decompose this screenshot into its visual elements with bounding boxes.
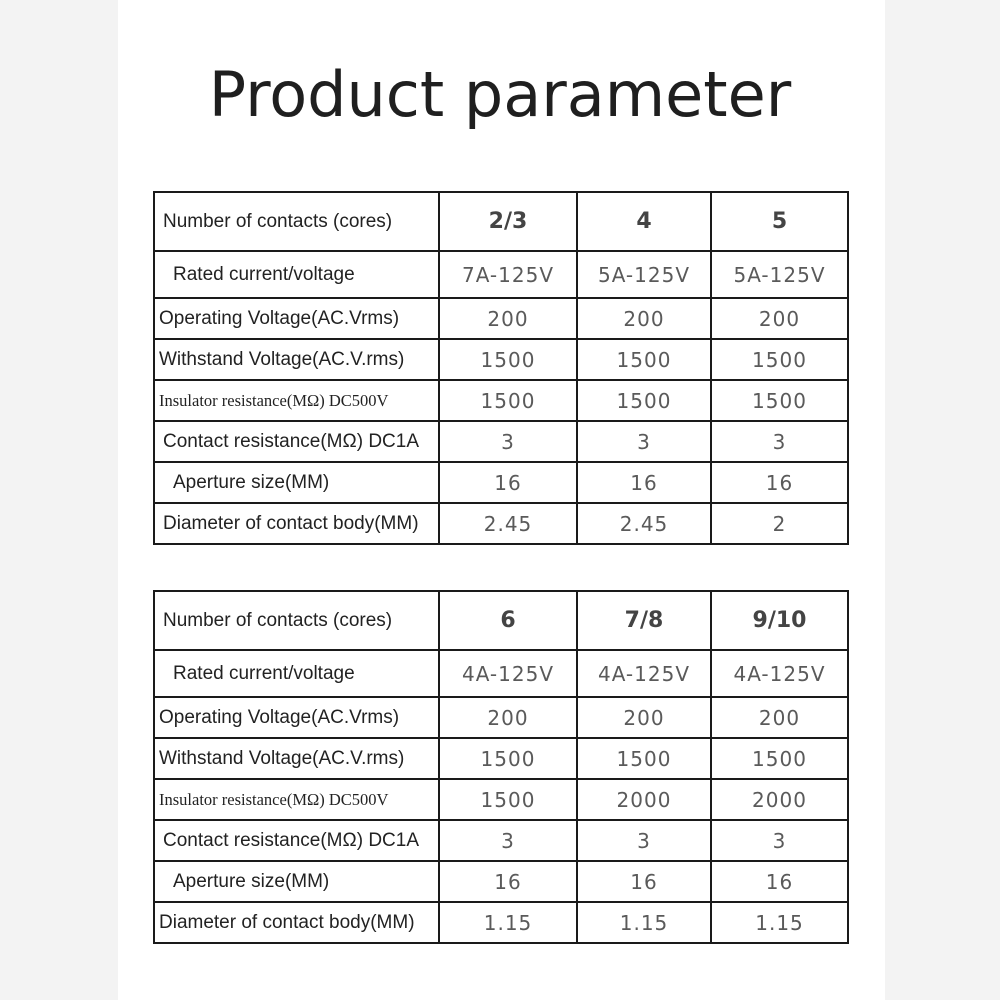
row-value: 5A-125V (577, 251, 711, 298)
table-row (154, 902, 848, 943)
header-label: Number of contacts (cores) (154, 192, 439, 251)
row-label: Insulator resistance(MΩ) DC500V (154, 380, 439, 421)
row-value: 16 (439, 462, 577, 503)
row-label: Aperture size(MM) (154, 462, 439, 503)
header-value: 2/3 (439, 192, 577, 251)
row-value: 200 (711, 298, 848, 339)
row-value: 200 (577, 697, 711, 738)
row-value: 200 (439, 298, 577, 339)
row-label: Contact resistance(MΩ) DC1A (154, 820, 439, 861)
row-value: 1500 (711, 380, 848, 421)
row-value: 2.45 (439, 503, 577, 544)
parameter-table-1 (153, 191, 849, 545)
parameter-table-2 (153, 590, 849, 944)
row-value: 7A-125V (439, 251, 577, 298)
row-value: 2000 (711, 779, 848, 820)
row-value: 4A-125V (439, 650, 577, 697)
row-label: Rated current/voltage (154, 251, 439, 298)
row-value: 1500 (577, 339, 711, 380)
row-value: 3 (577, 820, 711, 861)
row-label: Operating Voltage(AC.Vrms) (154, 697, 439, 738)
row-value: 4A-125V (711, 650, 848, 697)
table-row (154, 251, 848, 298)
table-row (154, 820, 848, 861)
row-value: 1500 (439, 380, 577, 421)
header-value: 4 (577, 192, 711, 251)
header-value: 5 (711, 192, 848, 251)
row-value: 1500 (439, 779, 577, 820)
row-value: 3 (711, 421, 848, 462)
row-value: 3 (439, 421, 577, 462)
row-value: 1500 (711, 339, 848, 380)
table-row (154, 503, 848, 544)
row-value: 16 (711, 462, 848, 503)
row-value: 200 (711, 697, 848, 738)
row-value: 1500 (577, 738, 711, 779)
row-label: Withstand Voltage(AC.V.rms) (154, 339, 439, 380)
header-value: 6 (439, 591, 577, 650)
row-value: 1500 (439, 339, 577, 380)
row-value: 3 (439, 820, 577, 861)
row-label: Rated current/voltage (154, 650, 439, 697)
table-row (154, 650, 848, 697)
row-label: Aperture size(MM) (154, 861, 439, 902)
row-label: Insulator resistance(MΩ) DC500V (154, 779, 439, 820)
row-value: 2.45 (577, 503, 711, 544)
row-value: 1.15 (711, 902, 848, 943)
row-label: Diameter of contact body(MM) (154, 902, 439, 943)
row-value: 16 (577, 861, 711, 902)
row-value: 200 (439, 697, 577, 738)
table-row (154, 339, 848, 380)
row-value: 5A-125V (711, 251, 848, 298)
row-label: Withstand Voltage(AC.V.rms) (154, 738, 439, 779)
row-value: 16 (711, 861, 848, 902)
table-row (154, 462, 848, 503)
row-label: Diameter of contact body(MM) (154, 503, 439, 544)
row-value: 4A-125V (577, 650, 711, 697)
table-row (154, 298, 848, 339)
row-value: 2000 (577, 779, 711, 820)
table-row (154, 421, 848, 462)
row-label: Operating Voltage(AC.Vrms) (154, 298, 439, 339)
table-row (154, 697, 848, 738)
table-header-row (154, 192, 848, 251)
header-value: 7/8 (577, 591, 711, 650)
table-row (154, 779, 848, 820)
row-value: 1500 (711, 738, 848, 779)
table-header-row (154, 591, 848, 650)
row-value: 1500 (577, 380, 711, 421)
table-row (154, 738, 848, 779)
table-row (154, 861, 848, 902)
row-label: Contact resistance(MΩ) DC1A (154, 421, 439, 462)
header-label: Number of contacts (cores) (154, 591, 439, 650)
header-value: 9/10 (711, 591, 848, 650)
row-value: 16 (439, 861, 577, 902)
page-title: Product parameter (208, 58, 792, 131)
row-value: 1.15 (439, 902, 577, 943)
row-value: 1500 (439, 738, 577, 779)
row-value: 16 (577, 462, 711, 503)
table-row (154, 380, 848, 421)
row-value: 3 (711, 820, 848, 861)
row-value: 1.15 (577, 902, 711, 943)
row-value: 3 (577, 421, 711, 462)
row-value: 2 (711, 503, 848, 544)
row-value: 200 (577, 298, 711, 339)
